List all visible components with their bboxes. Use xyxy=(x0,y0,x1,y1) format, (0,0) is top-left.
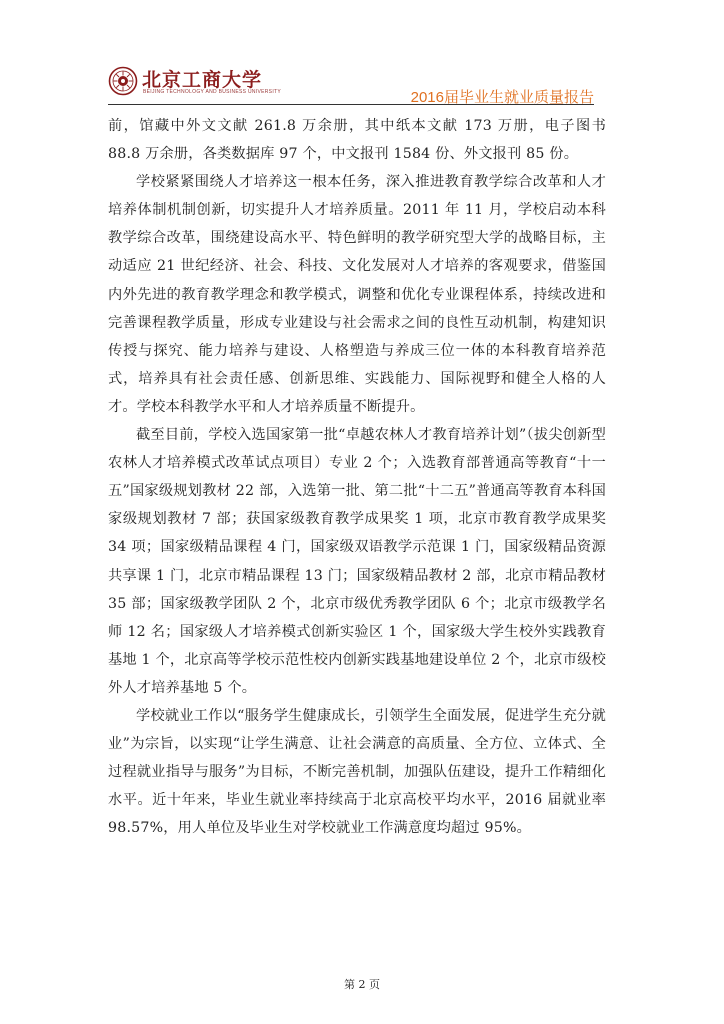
university-english-name: BEIJING TECHNOLOGY AND BUSINESS UNIVERSITY xyxy=(143,89,281,95)
paragraph-employment-work: 学校就业工作以“服务学生健康成长，引领学生全面发展，促进学生充分就业”为宗旨，以实现“让学生满意、让社会满意的高质量、全方位、立体式、全过程就业指导与服务”为目标，不断完善机制，加强队伍建设，提升工作精细化水平。近十年来，毕业生就业率持续高于北京高校平均水平，2016 届就业率 98.57%，用人单位及毕业生对学校就业工作满意度均超过 95%。 xyxy=(108,707,606,837)
page-header xyxy=(108,62,594,106)
university-seal-icon xyxy=(108,66,138,96)
university-logo xyxy=(108,66,308,100)
paragraph-teaching-achievements: 截至目前，学校入选国家第一批“卓越农林人才教育培养计划”（拔尖创新型农林人才培养模式改革试点项目）专业 2 个；入选教育部普通高等教育“十一五”国家级规划教材 22 部，入选第一批、第二批“十二五”普通高等教育本科国家级规划教材 7 部；获国家级教育教学成果奖 1 项，北京市教育教学成果奖 34 项；国家级精品课程 4 门，国家级双语教学示范课 1 门，国家级精品资源共享课 1 门，北京市精品课程 13 门；国家级精品教材 2 部，北京市精品教材 35 部；国家级教学团队 2 个，北京市级优秀教学团队 6 个；北京市级教学名师 12 名；国家级人才培养模式创新实验区 1 个，国家级大学生校外实践教育基地 1 个，北京高等学校示范性校内创新实践基地建设单位 2 个，北京市级校外人才培养基地 5 个。 xyxy=(108,427,606,696)
paragraph-library-holdings: 前，馆藏中外文文献 261.8 万余册，其中纸本文献 173 万册，电子图书 88.8 万余册，各类数据库 97 个，中文报刊 1584 份、外文报刊 85 份。 xyxy=(108,118,606,163)
header-divider xyxy=(108,104,594,105)
page-body xyxy=(108,112,606,842)
report-title: 2016届毕业生就业质量报告 xyxy=(410,89,594,106)
page-number: 第 2 页 xyxy=(344,978,380,991)
university-name: 北京工商大学 xyxy=(142,69,263,91)
paragraph-talent-cultivation: 学校紧紧围绕人才培养这一根本任务，深入推进教育教学综合改革和人才培养体制机制创新，切实提升人才培养质量。2011 年 11 月，学校启动本科教学综合改革，围绕建设高水平、特色鲜明的教学研究型大学的战略目标，主动适应 21 世纪经济、社会、科技、文化发展对人才培养的客观要求，借鉴国内外先进的教育教学理念和教学模式，调整和优化专业课程体系，持续改进和完善课程教学质量，形成专业建设与社会需求之间的良性互动机制，构建知识传授与探究、能力培养与建设、人格塑造与养成三位一体的本科教育培养范式，培养具有社会责任感、创新思维、实践能力、国际视野和健全人格的人才。学校本科教学水平和人才培养质量不断提升。 xyxy=(108,174,606,415)
